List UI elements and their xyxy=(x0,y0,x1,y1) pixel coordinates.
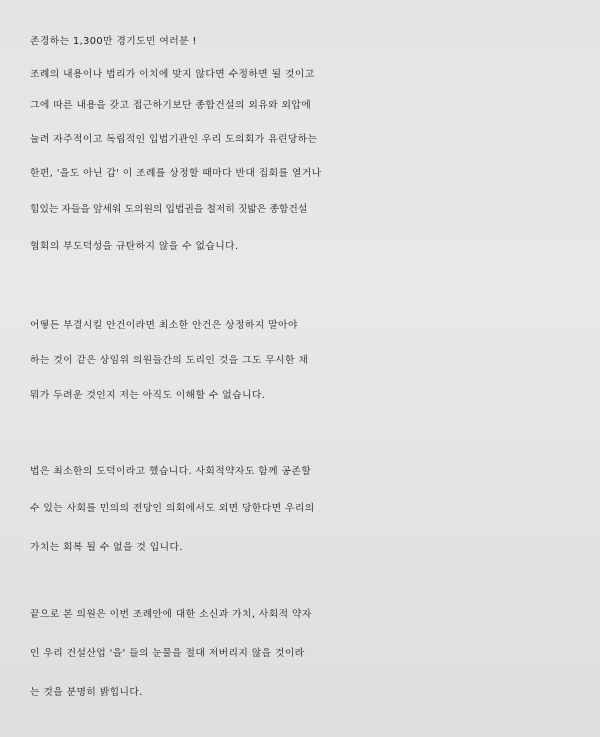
paragraph-1-line-2: 그에 따른 내용을 갖고 접근하기보단 종합건설의 외유와 외압에 xyxy=(30,100,312,111)
paragraph-3-line-2: 수 있는 사회를 민의의 전당인 의회에서도 외면 당한다면 우리의 xyxy=(30,503,315,514)
paragraph-2-line-3: 뭐가 두려운 것인지 저는 아직도 이해할 수 없습니다. xyxy=(30,390,266,401)
paragraph-2-line-2: 하는 것이 같은 상임위 의원들간의 도리인 것을 그도 무시한 채 xyxy=(30,355,309,366)
paragraph-4-line-2: 인 우리 건설산업 '을' 들의 눈물을 절대 저버리지 않을 것이라 xyxy=(30,648,305,659)
paragraph-1-line-4: 한편, '을도 아닌 갑' 이 조례를 상정할 때마다 반대 집회를 열거나 xyxy=(30,168,322,179)
paragraph-1-line-5: 힘있는 자들을 앞세워 도의원의 입법권을 철저히 짓밟은 종합건설 xyxy=(30,204,308,215)
paragraph-1-line-1: 조례의 내용이나 법리가 이치에 맞지 않다면 수정하면 될 것이고 xyxy=(30,69,315,80)
paragraph-3-line-3: 가치는 회복 될 수 없을 것 입니다. xyxy=(30,542,183,553)
paragraph-1-line-6: 협회의 부도덕성을 규탄하지 않을 수 없습니다. xyxy=(30,241,239,252)
paragraph-4-line-1: 끝으로 본 의원은 이번 조례안에 대한 소신과 가치, 사회적 약자 xyxy=(30,609,312,620)
paragraph-4-line-3: 는 것을 분명히 밝힙니다. xyxy=(30,687,143,698)
paragraph-3-line-1: 법은 최소한의 도덕이라고 했습니다. 사회적약자도 함께 공존할 xyxy=(30,466,312,477)
paragraph-2-line-1: 어떻든 부결시킬 안건이라면 최소한 안건은 상정하지 말아야 xyxy=(30,320,298,331)
greeting-line: 존경하는 1,300만 경기도민 여러분 ! xyxy=(30,36,197,47)
paragraph-1-line-3: 눌려 자주적이고 독립적인 입법기관인 우리 도의회가 유린당하는 xyxy=(30,134,318,145)
